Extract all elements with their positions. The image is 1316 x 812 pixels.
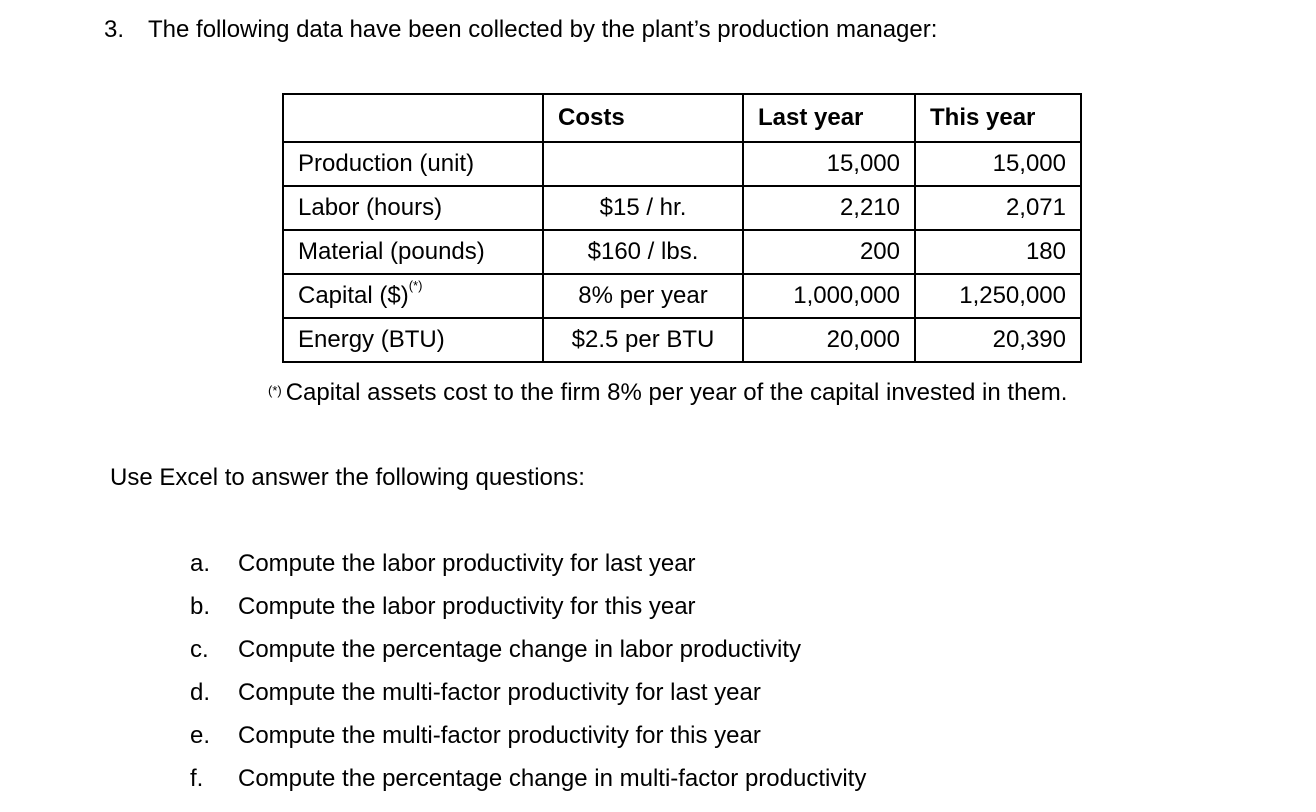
task-letter: c. — [190, 636, 209, 663]
footnote-marker: (*) — [408, 278, 423, 293]
row-label: Production (unit) — [283, 142, 543, 186]
list-item — [190, 720, 866, 763]
task-letter: e. — [190, 722, 211, 749]
instruction-text: Use Excel to answer the following questions: — [110, 464, 585, 491]
row-this-year: 180 — [915, 230, 1081, 274]
row-label: Energy (BTU) — [283, 318, 543, 362]
table-row — [283, 142, 1081, 186]
header-empty — [283, 94, 543, 142]
row-label-cell — [283, 274, 543, 318]
table-row — [283, 186, 1081, 230]
row-last-year: 1,000,000 — [743, 274, 915, 318]
table-header-row — [283, 94, 1081, 142]
row-last-year: 200 — [743, 230, 915, 274]
data-table — [282, 93, 1082, 363]
row-this-year: 2,071 — [915, 186, 1081, 230]
footnote — [268, 378, 1067, 408]
list-item — [190, 763, 866, 806]
row-cost: $2.5 per BTU — [543, 318, 743, 362]
question-text: The following data have been collected by the plant’s production manager: — [148, 16, 938, 43]
footnote-text: Capital assets cost to the firm 8% per year of the capital invested in them. — [285, 379, 1068, 406]
row-cost: $15 / hr. — [543, 186, 743, 230]
row-label: Material (pounds) — [283, 230, 543, 274]
task-text: Compute the multi-factor productivity for this year — [238, 722, 761, 749]
table-row — [283, 274, 1081, 318]
task-text: Compute the percentage change in labor productivity — [238, 636, 802, 663]
row-last-year: 15,000 — [743, 142, 915, 186]
task-text: Compute the labor productivity for last year — [238, 550, 696, 577]
row-label: Labor (hours) — [283, 186, 543, 230]
list-item — [190, 634, 866, 677]
table-row — [283, 230, 1081, 274]
header-costs: Costs — [543, 94, 743, 142]
task-list — [190, 548, 866, 806]
list-item — [190, 548, 866, 591]
task-letter: b. — [190, 593, 211, 620]
header-last-year: Last year — [743, 94, 915, 142]
question-number: 3. — [104, 16, 125, 43]
row-this-year: 15,000 — [915, 142, 1081, 186]
list-item — [190, 591, 866, 634]
task-text: Compute the multi-factor productivity for last year — [238, 679, 761, 706]
task-text: Compute the labor productivity for this year — [238, 593, 696, 620]
row-cost: $160 / lbs. — [543, 230, 743, 274]
header-this-year: This year — [915, 94, 1081, 142]
row-label: Capital ($) — [298, 282, 409, 309]
task-letter: f. — [190, 765, 204, 792]
row-last-year: 2,210 — [743, 186, 915, 230]
task-text: Compute the percentage change in multi-factor productivity — [238, 765, 867, 792]
row-this-year: 20,390 — [915, 318, 1081, 362]
list-item — [190, 677, 866, 720]
footnote-marker: (*) — [268, 383, 282, 398]
task-letter: a. — [190, 550, 211, 577]
task-letter: d. — [190, 679, 211, 706]
row-cost: 8% per year — [543, 274, 743, 318]
row-cost — [543, 142, 743, 186]
row-this-year: 1,250,000 — [915, 274, 1081, 318]
question-heading — [104, 14, 937, 46]
table-row — [283, 318, 1081, 362]
row-last-year: 20,000 — [743, 318, 915, 362]
